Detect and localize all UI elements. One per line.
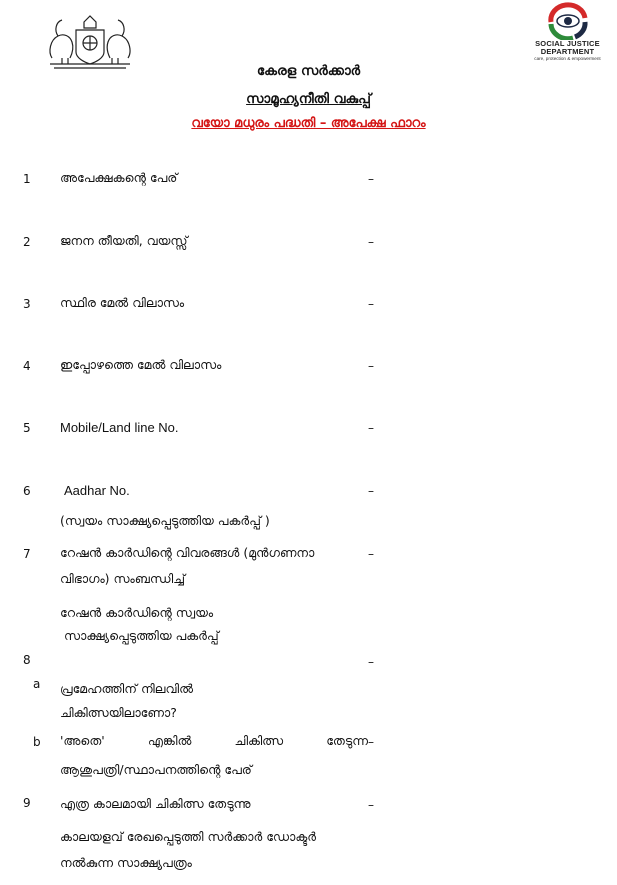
government-heading: കേരള സർക്കാർ [256, 63, 361, 79]
field-label-diabetes-treatment-line2: ചികിത്സയിലാണോ? [60, 705, 177, 720]
field-note-ration-copy-line2: സാക്ഷ്യപ്പെടുത്തിയ പകർപ്പ് [64, 628, 219, 643]
logo-name-line2: DEPARTMENT [540, 47, 595, 56]
field-separator: – [368, 421, 374, 435]
field-note-doctor-certificate-line2: നൽകുന്ന സാക്ഷ്യപത്രം [60, 855, 192, 870]
field-label-hospital [60, 733, 368, 749]
field-label-current-address: ഇപ്പോഴത്തെ മേൽ വിലാസം [60, 357, 222, 372]
field-label-word: ചികിത്സ [234, 733, 284, 748]
field-label-word: എങ്കിൽ [147, 733, 192, 748]
field-number: 8 [23, 653, 31, 667]
field-separator: – [368, 235, 374, 249]
field-number: 3 [23, 297, 31, 311]
logo-tagline: care, protection & empowerment [534, 56, 601, 61]
field-number: 7 [23, 547, 31, 561]
field-label-treatment-duration: എത്ര കാലമായി ചികിത്സ തേടുന്നു [60, 796, 251, 811]
field-separator: – [368, 735, 374, 749]
field-number: 6 [23, 484, 31, 498]
form-title: വയോ മധുരം പദ്ധതി – അപേക്ഷ ഫാറം [191, 116, 426, 131]
field-label-permanent-address: സ്ഥിര മേൽ വിലാസം [60, 295, 185, 310]
field-number: 2 [23, 235, 31, 249]
field-label-ration-card-line2: വിഭാഗം) സംബന്ധിച്ച് [60, 571, 186, 586]
field-label-diabetes-treatment: പ്രമേഹത്തിന് നിലവിൽ [60, 681, 194, 696]
field-separator: – [368, 172, 374, 186]
field-number: 9 [23, 796, 31, 810]
eye-logo-icon [547, 2, 589, 40]
field-label-word: തേടുന്ന [326, 733, 368, 748]
logo-name-line1: SOCIAL JUSTICE [535, 39, 600, 48]
field-note-doctor-certificate: കാലയളവ് രേഖപ്പെടുത്തി സർക്കാർ ഡോക്ടർ [60, 829, 317, 844]
field-separator: – [368, 547, 374, 561]
field-separator: – [368, 297, 374, 311]
field-number: 5 [23, 421, 31, 435]
field-separator: – [368, 359, 374, 373]
kerala-emblem-icon [44, 12, 136, 70]
field-label-ration-card: റേഷൻ കാർഡിന്റെ വിവരങ്ങൾ (മുൻഗണനാ [60, 545, 315, 560]
field-label-applicant-name: അപേക്ഷകന്റെ പേര് [60, 170, 178, 185]
field-note-aadhar-copy: (സ്വയം സാക്ഷ്യപ്പെടുത്തിയ പകർപ്പ് ) [60, 513, 270, 528]
field-label-mobile: Mobile/Land line No. [60, 420, 179, 435]
field-separator: – [368, 655, 374, 669]
field-separator: – [368, 484, 374, 498]
department-heading: സാമൂഹ്യനീതി വകുപ്പ് [246, 91, 371, 107]
field-subnumber: b [33, 735, 41, 749]
field-separator: – [368, 798, 374, 812]
field-label-word: 'അതെ' [60, 733, 105, 748]
field-label-dob-age: ജനന തീയതി, വയസ്സ് [60, 233, 188, 248]
field-label-hospital-line2: ആശുപത്രി/സ്ഥാപനത്തിന്റെ പേര് [60, 762, 252, 777]
field-note-ration-copy: റേഷൻ കാർഡിന്റെ സ്വയം [60, 605, 214, 620]
field-number: 4 [23, 359, 31, 373]
field-label-aadhar: Aadhar No. [64, 483, 130, 498]
field-number: 1 [23, 172, 31, 186]
field-subnumber: a [33, 677, 41, 691]
